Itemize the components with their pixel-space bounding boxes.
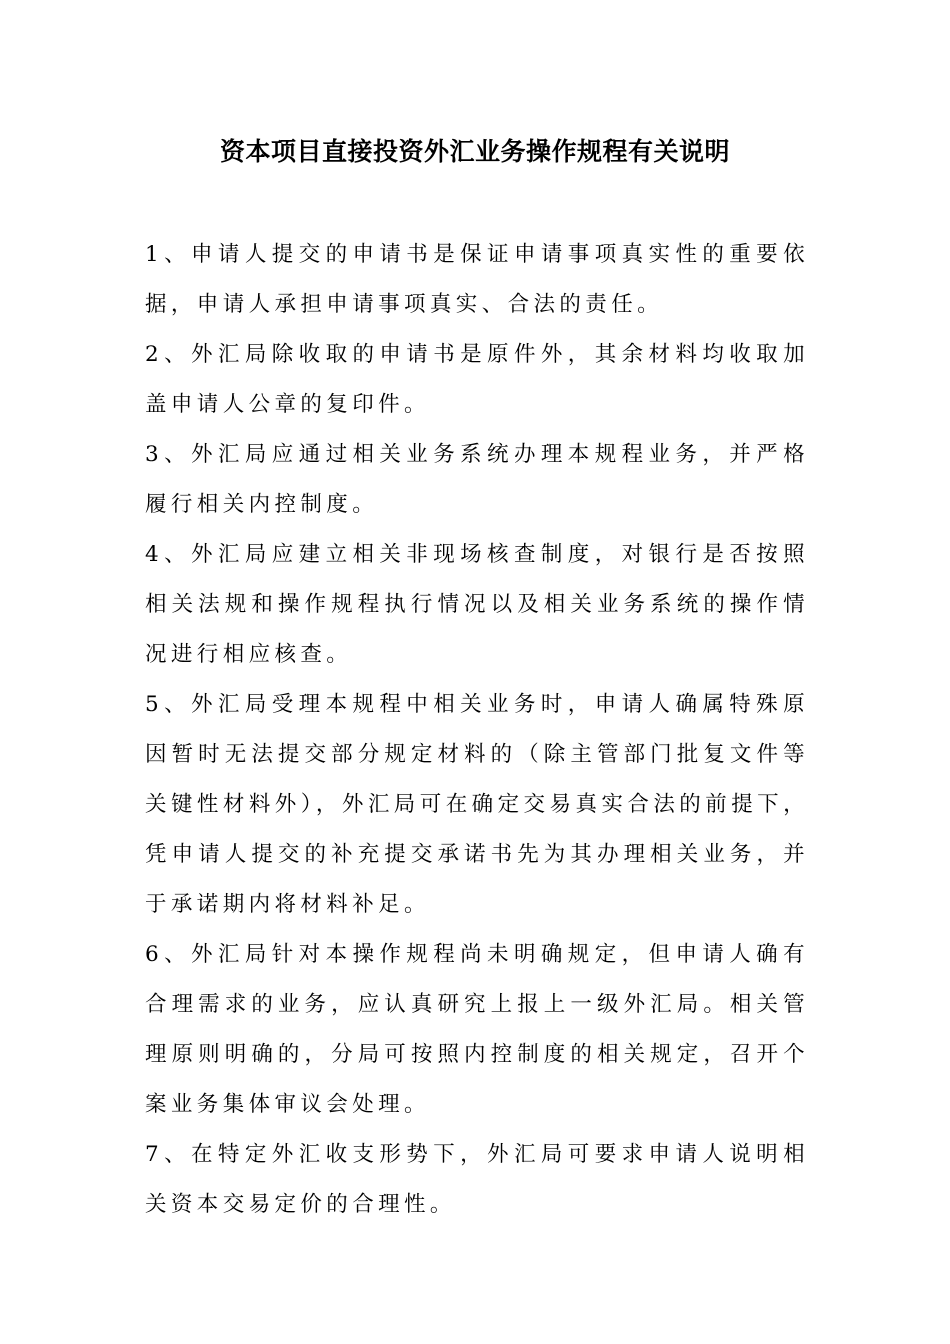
document-title: 资本项目直接投资外汇业务操作规程有关说明: [219, 137, 730, 166]
paragraph-7: 7、在特定外汇收支形势下，外汇局可要求申请人说明相关资本交易定价的合理性。: [145, 1142, 809, 1217]
paragraph-2: 2、外汇局除收取的申请书是原件外，其余材料均收取加盖申请人公章的复印件。: [145, 342, 809, 417]
paragraph-1: 1、申请人提交的申请书是保证申请事项真实性的重要依据，申请人承担申请事项真实、合法的责任。: [145, 242, 809, 317]
paragraph-3: 3、外汇局应通过相关业务系统办理本规程业务，并严格履行相关内控制度。: [145, 442, 809, 517]
paragraph-5: 5、外汇局受理本规程中相关业务时，申请人确属特殊原因暂时无法提交部分规定材料的（除主管部门批复文件等关键性材料外），外汇局可在确定交易真实合法的前提下，凭申请人提交的补充提交承诺书先为其办理相关业务，并于承诺期内将材料补足。: [145, 692, 809, 917]
document-body: [145, 230, 809, 1230]
paragraph-4: 4、外汇局应建立相关非现场核查制度，对银行是否按照相关法规和操作规程执行情况以及相关业务系统的操作情况进行相应核查。: [145, 542, 809, 667]
paragraph-6: 6、外汇局针对本操作规程尚未明确规定，但申请人确有合理需求的业务，应认真研究上报上一级外汇局。相关管理原则明确的，分局可按照内控制度的相关规定，召开个案业务集体审议会处理。: [145, 942, 809, 1117]
